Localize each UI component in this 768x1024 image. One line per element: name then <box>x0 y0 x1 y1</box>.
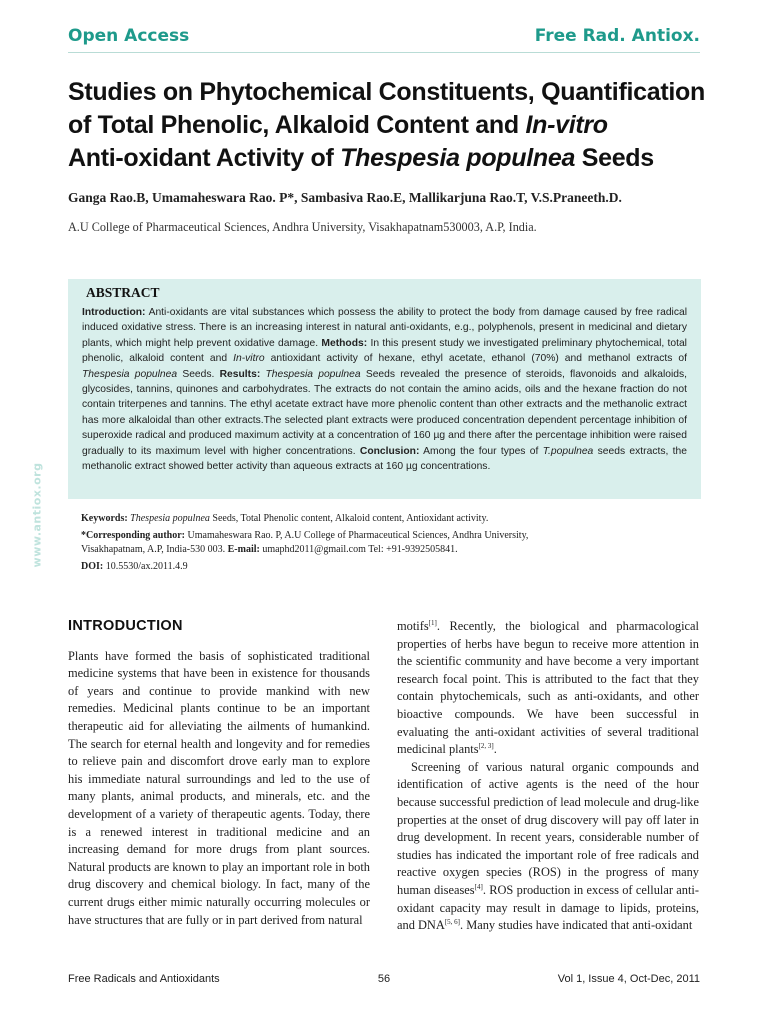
methods-text-c: Seeds. <box>177 368 220 380</box>
methods-text-b: antioxidant activity of hexane, ethyl acetate, ethanol (70%) and methanol extracts of <box>264 353 687 365</box>
abstract-body <box>82 305 687 474</box>
results-text: Seeds revealed the presence of steroids, flavonoids and alkaloids, glycosides, tannins, quinones and carbohydrates. The extracts do not contain the amino acids, oils and the hexane fraction do not contain triterpenes and tannins. The ethyl acetate extract have more phenolic content than other extracts and the methanolic extract has more alkaloidal than other extracts.The selected plant extracts were produced concentration dependent percentage inhibition of superoxide radical and produced maximum activity at a concentration of 160 µg and there after the percentage inhibition were raised gradually to its maximum level with higher concentrations. <box>82 368 687 457</box>
doi-text[interactable]: 10.5530/ax.2011.4.9 <box>103 560 188 572</box>
ref-2-3[interactable]: [2, 3] <box>478 742 494 751</box>
column-left <box>68 618 370 929</box>
intro-label: Introduction: <box>82 307 146 318</box>
footer-issue: Vol 1, Issue 4, Oct-Dec, 2011 <box>557 973 700 985</box>
abstract-box <box>68 279 701 499</box>
article-metadata <box>81 512 701 576</box>
corr-label: *Corresponding author: <box>81 529 185 541</box>
methods-label: Methods: <box>321 337 368 349</box>
intro-text: Anti-oxidants are vital substances which possess the ability to protect the body from damage caused by free radical induced oxidative stress. There is an increasing interest in natural anti-oxidants, e.g., polyphenols, present in medicinal and dietary plants, which might help prevent oxidative damage. <box>82 307 687 349</box>
methods-text-a: In this present study we investigated preliminary phytochemical, total phenolic, alkaloid content and <box>82 337 687 365</box>
keywords-species: Thespesia populnea <box>130 513 210 524</box>
corr-text-1: Umamaheswara Rao. P, A.U College of Pharmaceutical Sciences, Andhra University, <box>185 529 529 541</box>
ref-1[interactable]: [1] <box>428 618 437 627</box>
conclusion-species: T.populnea <box>542 445 594 457</box>
sidebar-url-text[interactable]: www.antiox.org <box>30 462 44 568</box>
results-species: Thespesia populnea <box>265 368 361 380</box>
email-label: E-mail: <box>227 544 260 555</box>
ref-4[interactable]: [4] <box>474 882 483 891</box>
corresponding-author <box>81 529 701 558</box>
abstract-heading: ABSTRACT <box>86 285 160 300</box>
intro-heading: INTRODUCTION <box>68 618 183 634</box>
methods-italic: In-vitro <box>233 353 265 365</box>
open-access-label: Open Access <box>68 26 190 46</box>
results-label: Results: <box>219 368 261 380</box>
intro-para-2 <box>397 618 699 759</box>
para2-text-c: . <box>493 742 497 757</box>
title-seeds: Seeds <box>575 144 654 172</box>
sidebar-url <box>30 455 44 575</box>
para2-text-a: motifs <box>397 619 429 633</box>
journal-header <box>68 26 700 53</box>
para3-text-a: Screening of various natural organic compounds and identification of active agents is the need of the hour because successful prediction of lead molecule and drug-like properties at the onset of drug discovery will pay off later in drug development. In recent years, considerable number of studies has indicated the important role of free radicals and reactive oxygen species (ROS) in the progress of many human diseases <box>397 759 699 897</box>
column-right <box>397 618 699 935</box>
journal-abbrev: Free Rad. Antiox. <box>534 26 700 46</box>
para3-text-c: . Many studies have indicated that anti-oxidant <box>460 918 693 933</box>
corr-text-2: Visakhapatnam, A.P, India-530 003. <box>81 544 228 555</box>
title-line-3: Anti-oxidant Activity of <box>68 144 341 172</box>
title-species: Thespesia populnea <box>340 144 576 172</box>
title-invitro: In-vitro <box>525 111 608 139</box>
conclusion-label: Conclusion: <box>359 445 420 457</box>
author-list: Ganga Rao.B, Umamaheswara Rao. P*, Sambasiva Rao.E, Mallikarjuna Rao.T, V.S.Praneeth.D. <box>68 190 622 205</box>
article-title <box>68 76 708 175</box>
doi-line <box>81 560 701 575</box>
para3-text-b: . ROS production in excess of cellular anti-oxidant capacity may result in damage to lipids, proteins, and DNA <box>397 882 699 933</box>
conclusion-text-b: seeds extracts, the methanolic extract showed better activity than aqueous extracts at 160 µg concentrations. <box>82 445 687 473</box>
footer-journal: Free Radicals and Antioxidants <box>68 973 220 985</box>
para2-text-b: . Recently, the biological and pharmacological properties of herbs have begun to receive more attention in the scientific community and have become a very important research focal point. This is attributed to the fact that they contain phytochemicals, such as anti-oxidants, and other bioactive compounds. We have been successful in evaluating the anti-oxidant activities of several traditional medicinal plants <box>397 619 699 757</box>
methods-species: Thespesia populnea <box>82 368 178 380</box>
email-text[interactable]: umaphd2011@gmail.com Tel: +91-9392505841. <box>259 544 458 555</box>
keywords-label: Keywords: <box>81 513 128 524</box>
keywords-line <box>81 512 701 527</box>
ref-5-6[interactable]: [5, 6] <box>444 917 461 926</box>
intro-para-3 <box>397 759 699 935</box>
conclusion-text-a: Among the four types of <box>419 445 543 457</box>
affiliation: A.U College of Pharmaceutical Sciences, Andhra University, Visakhapatnam530003, A.P, India. <box>68 220 537 234</box>
doi-label: DOI: <box>81 560 104 572</box>
title-line-1: Studies on Phytochemical Constituents, Quantification <box>68 78 705 106</box>
page-number: 56 <box>377 973 391 985</box>
keywords-text: Seeds, Total Phenolic content, Alkaloid content, Antioxidant activity. <box>209 513 489 524</box>
intro-para-1: Plants have formed the basis of sophisticated traditional medicine systems that have been in existence for thousands of years and continue to provide mankind with new remedies. Medicinal plants continue to be an important therapeutic aid for alleviating the ailments of humankind. The search for eternal health and longevity and for remedies to relieve pain and discomfort drove early man to explore his immediate natural surroundings and led to the use of many plants, animal products, and minerals, etc. and the development of a variety of therapeutic agents. Today, there is a renewed interest in traditional medicine and an increasing demand for more drugs from plant sources. Natural products are known to play an important role in both drug discovery and chemical biology. In fact, many of the current drugs either mimic naturally occurring molecules or have structures that are fully or in part derived from natural <box>68 648 370 927</box>
title-line-2: of Total Phenolic, Alkaloid Content and <box>68 111 526 139</box>
